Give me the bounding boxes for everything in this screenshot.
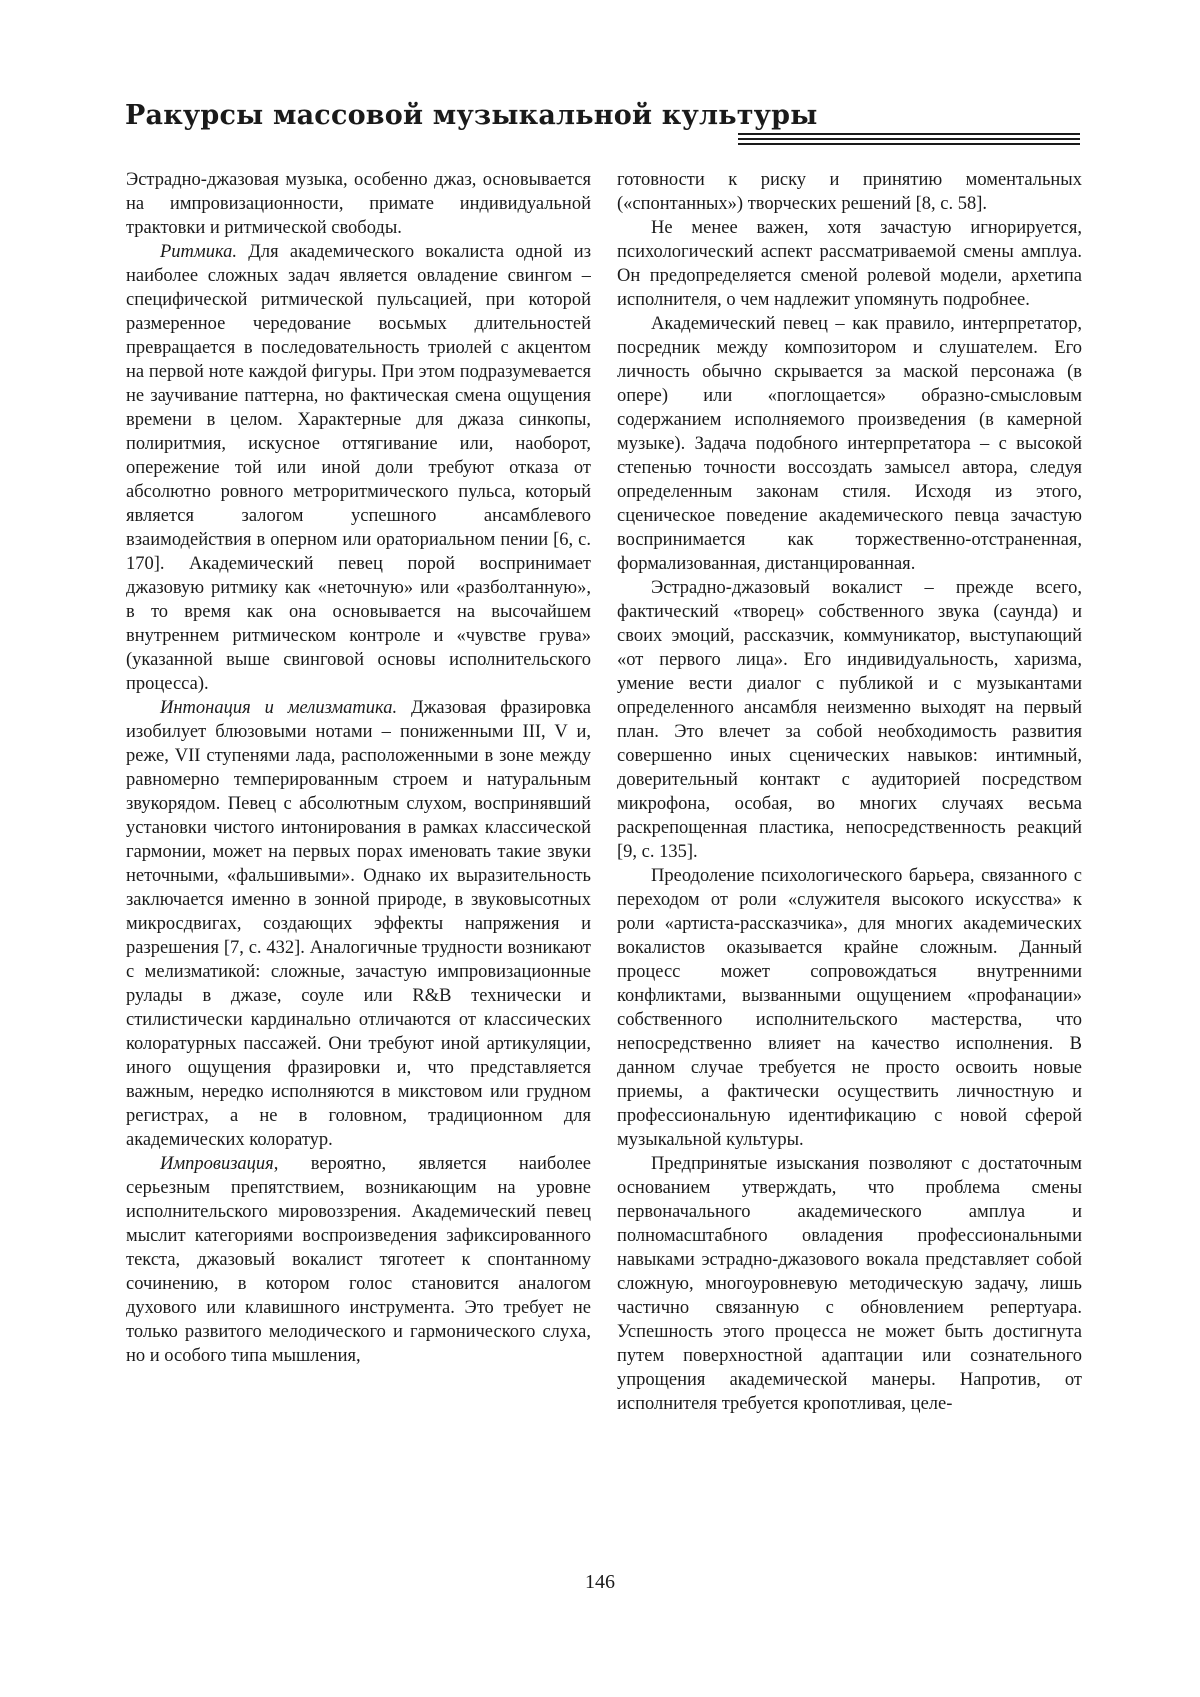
paragraph-text: Эстрадно-джазовый вокалист – прежде всего, фактический «творец» собственного звука (саунда) и своих эмоций, рассказчик, коммуникатор, выступающий «от первого лица». Его индивидуальность, харизма, умение вести диалог с публикой и с музыкантами определенного ансамбля неизменно выходят на первый план. Это влечет за собой необходимость развития совершенно иных сценических навыков: интимный, доверительный контакт с аудиторией посредством микрофона, особая, во многих случаях весьма раскрепощенная пластика, непосредственность реакций [9, с. 135]. (617, 578, 1082, 862)
paragraph (126, 168, 591, 240)
left-column (126, 168, 591, 1540)
paragraph (617, 216, 1082, 312)
italic-lead: Интонация и мелизматика. (160, 698, 398, 718)
paragraph (126, 696, 591, 1152)
paragraph (126, 1152, 591, 1368)
paragraph-text: Академический певец – как правило, интерпретатор, посредник между композитором и слушателем. Его личность обычно скрывается за маской персонажа (в опере) или «поглощается» образно-смысловым содержанием исполняемого произведения (в камерной музыке). Задача подобного интерпретатора – с высокой степенью точности воссоздать замысел автора, следуя определенным законам стиля. Исходя из этого, сценическое поведение академического певца зачастую воспринимается как торжественно-отстраненная, формализованная, дистанцированная. (617, 314, 1082, 574)
page-number: 146 (585, 1571, 615, 1593)
paragraph-text: готовности к риску и принятию моментальных («спонтанных») творческих решений [8, с. 58]. (617, 170, 1082, 214)
italic-lead: Импровизация (160, 1154, 274, 1174)
italic-lead: Ритмика. (160, 242, 238, 262)
paragraph-text: Джазовая фразировка изобилует блюзовыми нотами – пониженными III, V и, реже, VII ступенями лада, расположенными в зоне между равномерно темперированным строем и натуральным звукорядом. Певец с абсолютным слухом, воспринявший установки чистого интонирования в рамках классической гармонии, может на первых порах именовать такие звуки неточными, «фальшивыми». Однако их выразительность заключается именно в зонной природе, в звуковысотных микросдвигах, создающих эффекты напряжения и разрешения [7, с. 432]. Аналогичные трудности возникают с мелизматикой: сложные, зачастую импровизационные рулады в джазе, соуле или R&B технически и стилистически кардинально отличаются от классических колоратурных пассажей. Они требуют иной артикуляции, иного ощущения фразировки и, что представляется важным, нередко исполняются в микстовом или грудном регистрах, а не в головном, традиционном для академических колоратур. (126, 698, 591, 1150)
paragraph-text: , вероятно, является наиболее серьезным препятствием, возникающим на уровне исполнительского мировоззрения. Академический певец мыслит категориями воспроизведения зафиксированного текста, джазовый вокалист тяготеет к спонтанному сочинению, в котором голос становится аналогом духового или клавишного инструмента. Это требует не только развитого мелодического и гармонического слуха, но и особого типа мышления, (126, 1154, 591, 1366)
paragraph (617, 864, 1082, 1152)
paragraph-text: Эстрадно-джазовая музыка, особенно джаз, основывается на импровизационности, примате индивидуальной трактовки и ритмической свободы. (126, 170, 591, 238)
paragraph-text: Предпринятые изыскания позволяют с достаточным основанием утверждать, что проблема смены первоначального академического амплуа и полномасштабного овладения профессиональными навыками эстрадно-джазового вокала представляет собой сложную, многоуровневую методическую задачу, лишь частично связанную с обновлением репертуара. Успешность этого процесса не может быть достигнута путем поверхностной адаптации или сознательного упрощения академической манеры. Напротив, от исполнителя требуется кропотливая, целе- (617, 1154, 1082, 1414)
running-header (125, 100, 1080, 148)
paragraph (617, 576, 1082, 864)
paragraph (617, 312, 1082, 576)
paragraph-text: Не менее важен, хотя зачастую игнорируется, психологический аспект рассматриваемой смены амплуа. Он предопределяется сменой ролевой модели, архетипа исполнителя, о чем надлежит упомянуть подробнее. (617, 218, 1082, 310)
header-rule-line (738, 138, 1080, 140)
paragraph-text: Для академического вокалиста одной из наиболее сложных задач является овладение свингом – специфической ритмической пульсацией, при которой размеренное чередование восьмых длительностей превращается в последовательность триолей с акцентом на первой ноте каждой фигуры. При этом подразумевается не заучивание паттерна, но фактическая смена ощущения времени в целом. Характерные для джаза синкопы, полиритмия, искусное оттягивание или, наоборот, опережение той или иной доли требуют отказа от абсолютно ровного метроритмического пульса, который является залогом успешного ансамблевого взаимодействия в оперном или ораториальном пении [6, с. 170]. Академический певец порой воспринимает джазовую ритмику как «неточную» или «разболтанную», в то время как она основывается на высочайшем внутреннем ритмическом контроле и «чувстве грува» (указанной выше свинговой основы исполнительского процесса). (126, 242, 591, 694)
header-rules (738, 133, 1080, 148)
paragraph (617, 1152, 1082, 1416)
right-column (617, 168, 1082, 1540)
section-title: Ракурсы массовой музыкальной культуры (125, 100, 818, 131)
paragraph (617, 168, 1082, 216)
paragraph (126, 240, 591, 696)
header-rule-line (738, 143, 1080, 145)
header-rule-line (738, 133, 1080, 135)
paragraph-text: Преодоление психологического барьера, связанного с переходом от роли «служителя высокого искусства» к роли «артиста-рассказчика», для многих академических вокалистов оказывается крайне сложным. Данный процесс может сопровождаться внутренними конфликтами, вызванными ощущением «профанации» собственного исполнительского мастерства, что непосредственно влияет на качество исполнения. В данном случае требуется не просто освоить новые приемы, а фактически осуществить личностную и профессиональную идентификацию с новой сферой музыкальной культуры. (617, 866, 1082, 1150)
